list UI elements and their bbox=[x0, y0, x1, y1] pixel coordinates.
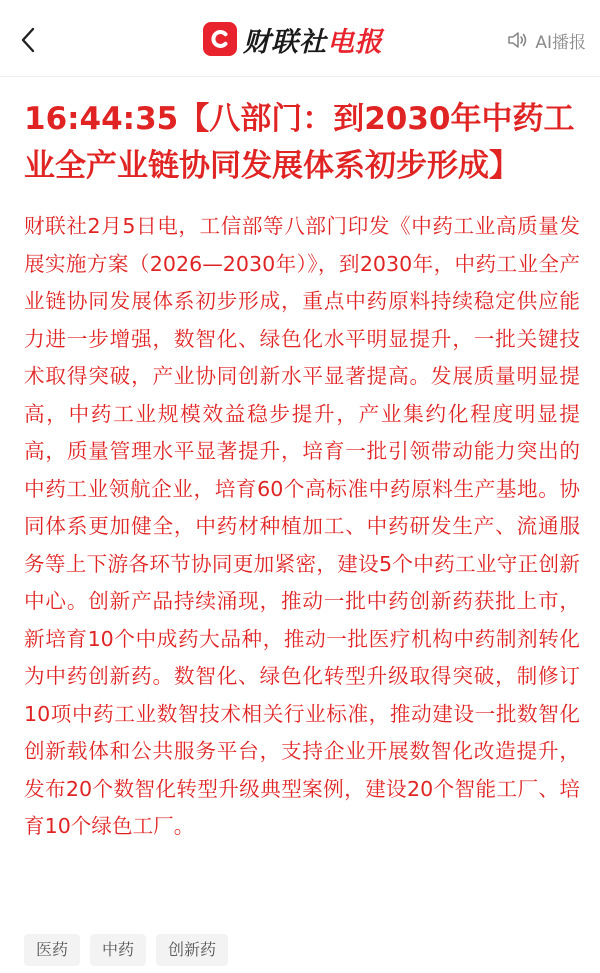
ai-broadcast-button[interactable] bbox=[507, 26, 586, 54]
brand-name-accent: 电报 bbox=[327, 26, 383, 58]
tag-item[interactable]: 创新药 bbox=[156, 934, 228, 966]
article-body: 财联社2月5日电，工信部等八部门印发《中药工业高质量发展实施方案（2026—2030年）》，到2030年，中药工业全产业链协同发展体系初步形成，重点中药原料持续稳定供应能力进一步增强，数智化、绿色化水平明显提升，一批关键技术取得突破，产业协同创新水平显著提高。发展质量明显提高，中药工业规模效益稳步提升，产业集约化程度明显提高，质量管理水平显著提升，培育一批引领带动能力突出的中药工业领航企业，培育60个高标准中药原料生产基地。协同体系更加健全，中药材种植加工、中药研发生产、流通服务等上下游各环节协同更加紧密，建设5个中药工业守正创新中心。创新产品持续涌现，推动一批中药创新药获批上市，新培育10个中成药大品种，推动一批医疗机构中药制剂转化为中药创新药。数智化、绿色化转型升级取得突破，制修订10项中药工业数智技术相关行业标准，推动建设一批数智化创新载体和公共服务平台，支持企业开展数智化改造提升，发布20个数智化转型升级典型案例，建设20个智能工厂、培育10个绿色工厂。 bbox=[24, 214, 580, 838]
speaker-icon bbox=[507, 30, 529, 50]
ai-broadcast-label: AI播报 bbox=[535, 32, 586, 53]
brand-name bbox=[243, 20, 383, 59]
chevron-left-icon bbox=[21, 27, 35, 53]
tag-item[interactable]: 医药 bbox=[24, 934, 80, 966]
brand-name-main: 财联社 bbox=[243, 26, 327, 58]
top-bar bbox=[0, 0, 600, 77]
brand-logo-group bbox=[203, 19, 383, 59]
tag-list bbox=[24, 934, 228, 966]
article-title: 16:44:35【八部门：到2030年中药工业全产业链协同发展体系初步形成】 bbox=[24, 101, 575, 184]
cailianshe-logo-icon bbox=[203, 22, 237, 56]
tag-item[interactable]: 中药 bbox=[90, 934, 146, 966]
back-button[interactable] bbox=[12, 22, 44, 58]
